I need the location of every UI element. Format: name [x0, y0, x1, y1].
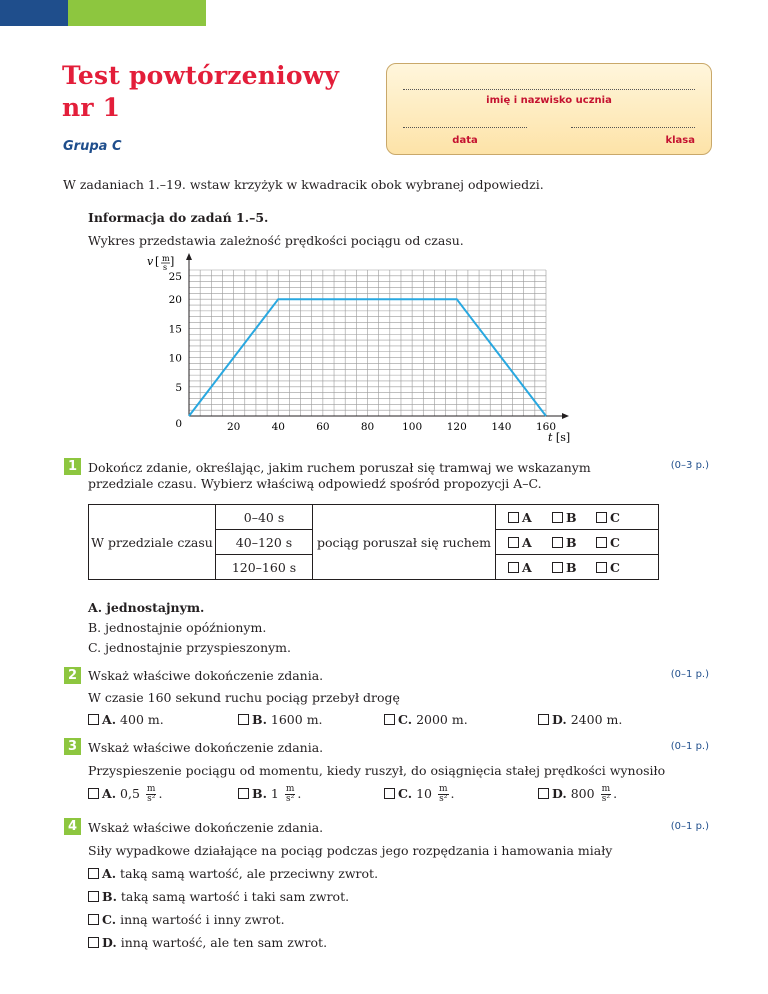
y-axis-unit-num: m — [162, 254, 170, 263]
y-axis-bracket-right: ] — [170, 255, 175, 268]
student-info-box — [386, 63, 712, 155]
date-line[interactable] — [403, 126, 527, 128]
q3-option-b[interactable]: B. 1 $\frac{m}{\text{s²}}$ . — [238, 785, 301, 804]
y-axis-bracket-left: [ — [155, 255, 160, 268]
question-2-points: (0–1 p.) — [670, 669, 709, 680]
y-tick-label: 5 — [175, 381, 182, 394]
x-axis-arrow — [562, 413, 569, 419]
row-1-option-c[interactable]: C — [596, 535, 636, 550]
q2-option-d[interactable]: D. 2400 m. — [538, 712, 622, 728]
x-tick-label: 160 — [535, 421, 557, 433]
table-left-cell: W przedziale czasu — [89, 505, 216, 580]
x-tick-label: 120 — [446, 421, 467, 433]
question-3-points: (0–1 p.) — [670, 741, 709, 752]
x-tick-label: 20 — [226, 421, 241, 433]
row-1-choices — [496, 530, 659, 555]
question-3-stem: Przyspieszenie pociągu od momentu, kiedy ruszył, do osiągnięcia stałej prędkości wynosiło — [88, 763, 666, 778]
row-2-option-b[interactable]: B — [552, 560, 592, 575]
x-tick-label: 100 — [402, 421, 423, 433]
velocity-time-chart — [130, 250, 590, 448]
question-1-points: (0–3 p.) — [670, 460, 709, 471]
y-tick-label: 15 — [168, 323, 182, 336]
question-2-number: 2 — [64, 667, 81, 684]
q4-option-d[interactable]: D. inną wartość, ale ten sam zwrot. — [88, 935, 327, 951]
y-tick-label: 10 — [168, 352, 182, 365]
y-tick-label: 0 — [175, 418, 182, 430]
question-4-stem: Siły wypadkowe działające na pociąg podczas jego rozpędzania i hamowania miały — [88, 843, 613, 858]
q4-option-b[interactable]: B. taką samą wartość i taki sam zwrot. — [88, 889, 349, 905]
question-1-line-2: przedziale czasu. Wybierz właściwą odpowiedź spośród propozycji A–C. — [88, 476, 542, 491]
y-tick-label: 20 — [168, 294, 182, 307]
x-tick-label: 40 — [271, 421, 285, 433]
y-axis-arrow — [186, 253, 192, 260]
interval-2: 120–160 s — [216, 555, 313, 580]
q4-option-a[interactable]: A. taką samą wartość, ale przeciwny zwrot. — [88, 866, 378, 882]
chart-grid — [189, 270, 546, 416]
q2-option-a[interactable]: A. 400 m. — [88, 712, 164, 728]
question-4-prompt: Wskaż właściwe dokończenie zdania. — [88, 820, 324, 835]
question-1-number: 1 — [64, 458, 81, 475]
row-0-option-c[interactable]: C — [596, 510, 636, 525]
x-tick-label: 80 — [360, 421, 375, 433]
x-axis-label: t [s] — [548, 431, 571, 444]
class-line[interactable] — [571, 126, 695, 128]
row-0-option-a[interactable]: A — [508, 510, 548, 525]
group-label: Grupa C — [63, 139, 122, 154]
answer-b: B. jednostajnie opóźnionym. — [88, 620, 267, 635]
date-label: data — [452, 135, 478, 146]
question-1-line-1: Dokończ zdanie, określając, jakim ruchem poruszał się tramwaj we wskazanym — [88, 460, 591, 475]
y-axis-label — [147, 254, 174, 272]
info-text: Wykres przedstawia zależność prędkości pociągu od czasu. — [88, 233, 464, 248]
row-2-option-c[interactable]: C — [596, 560, 636, 575]
answer-a: A. jednostajnym. — [88, 600, 205, 615]
question-2-prompt: Wskaż właściwe dokończenie zdania. — [88, 668, 324, 683]
y-tick-label: 25 — [168, 271, 182, 283]
answer-c: C. jednostajnie przyspieszonym. — [88, 640, 292, 655]
q3-option-d[interactable]: D. 800 $\frac{m}{\text{s²}}$ . — [538, 785, 617, 804]
q2-option-c[interactable]: C. 2000 m. — [384, 712, 468, 728]
x-tick-label: 140 — [491, 421, 512, 433]
q2-option-b[interactable]: B. 1600 m. — [238, 712, 323, 728]
q3-option-a[interactable]: A. 0,5 $\frac{m}{\text{s²}}$ . — [88, 785, 162, 804]
row-2-choices — [496, 555, 659, 580]
y-axis-symbol: v — [147, 255, 154, 268]
row-1-option-a[interactable]: A — [508, 535, 548, 550]
question-1-table — [88, 504, 659, 580]
header-bar-blue — [0, 0, 68, 26]
question-3-number: 3 — [64, 738, 81, 755]
row-0-option-b[interactable]: B — [552, 510, 592, 525]
class-label: klasa — [665, 135, 695, 146]
title-line-2: nr 1 — [62, 93, 121, 122]
table-mid-cell: pociąg poruszał się ruchem — [313, 505, 496, 580]
question-2-stem: W czasie 160 sekund ruchu pociąg przebył drogę — [88, 690, 400, 705]
q4-option-c[interactable]: C. inną wartość i inny zwrot. — [88, 912, 285, 928]
y-axis-unit-den: s — [163, 263, 168, 272]
interval-1: 40–120 s — [216, 530, 313, 555]
question-4-number: 4 — [64, 818, 81, 835]
row-0-choices — [496, 505, 659, 530]
info-heading: Informacja do zadań 1.–5. — [88, 210, 269, 225]
name-label: imię i nazwisko ucznia — [486, 95, 612, 106]
header-bar-green — [68, 0, 206, 26]
row-2-option-a[interactable]: A — [508, 560, 548, 575]
instruction-text: W zadaniach 1.–19. wstaw krzyżyk w kwadracik obok wybranej odpowiedzi. — [63, 177, 544, 192]
x-tick-label: 60 — [316, 421, 330, 433]
q3-option-c[interactable]: C. 10 $\frac{m}{\text{s²}}$ . — [384, 785, 455, 804]
chart-axes — [186, 253, 569, 419]
interval-0: 0–40 s — [216, 505, 313, 530]
title-line-1: Test powtórzeniowy — [62, 61, 340, 90]
name-line[interactable] — [403, 88, 695, 90]
question-3-prompt: Wskaż właściwe dokończenie zdania. — [88, 740, 324, 755]
page-title — [62, 60, 339, 124]
row-1-option-b[interactable]: B — [552, 535, 592, 550]
question-4-points: (0–1 p.) — [670, 821, 709, 832]
